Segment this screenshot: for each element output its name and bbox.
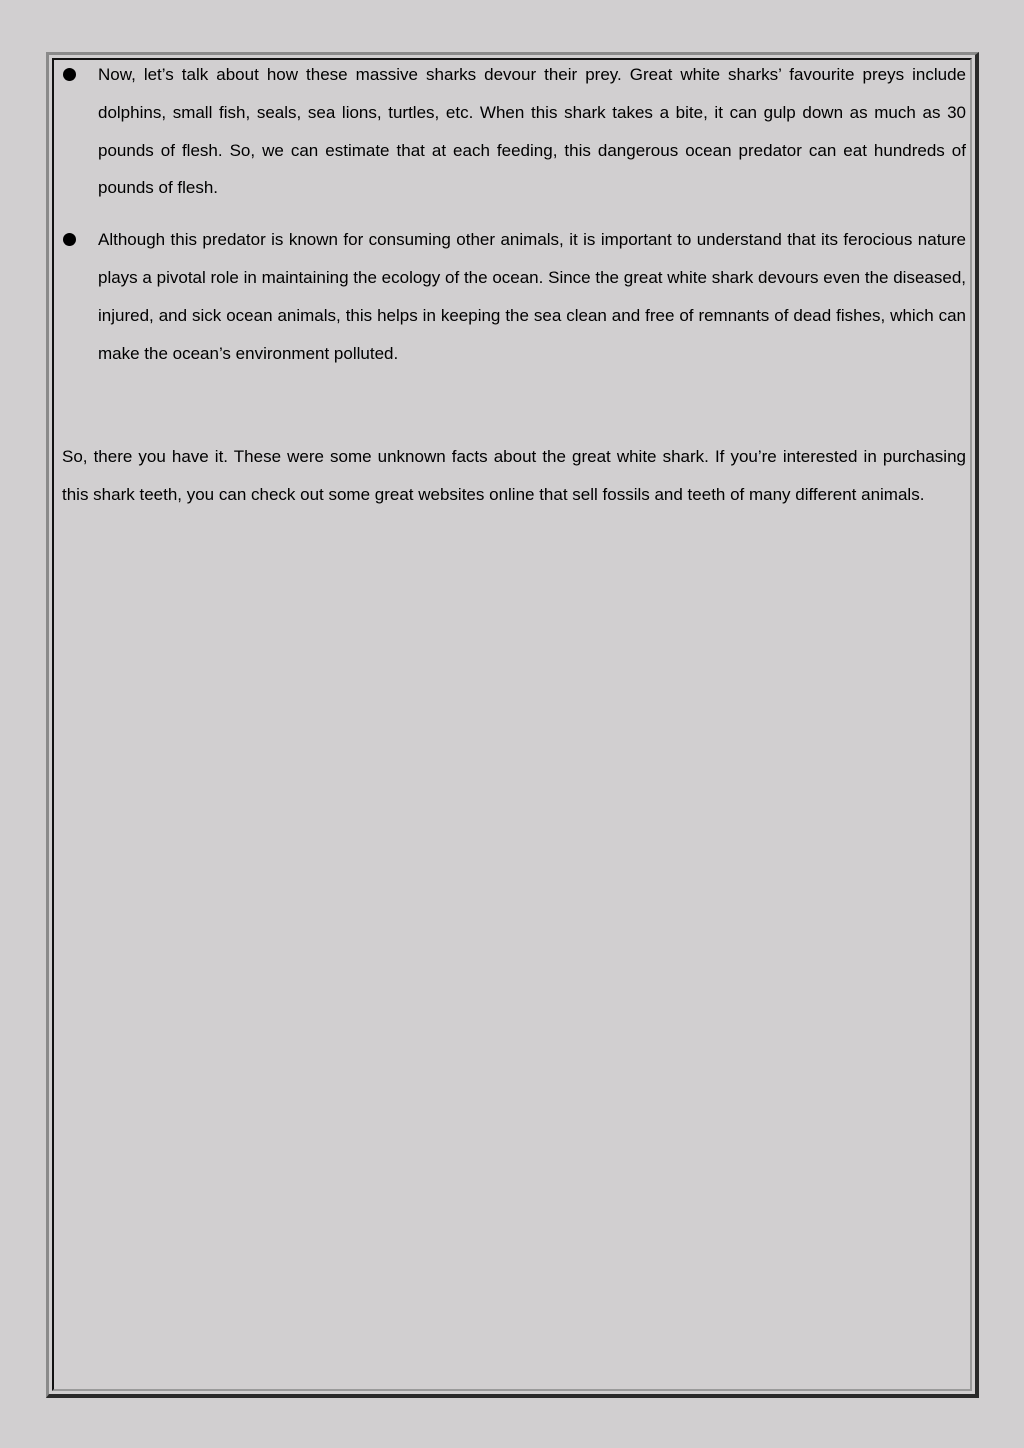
- list-item: [62, 221, 966, 372]
- bullet-list: [62, 56, 966, 372]
- bullet-text: Although this predator is known for consuming other animals, it is important to understand that its ferocious nature plays a pivotal role in maintaining the ecology of the ocean. Since the great white shark devours even the diseased, injured, and sick ocean animals, this helps in keeping the sea clean and free of remnants of dead fishes, which can make the ocean’s environment polluted.: [98, 230, 966, 363]
- bullet-icon: [63, 233, 76, 246]
- closing-paragraph: So, there you have it. These were some unknown facts about the great white shark. If you’re interested in purchasing this shark teeth, you can check out some great websites online that sell fossils and teeth of many different animals.: [62, 447, 966, 505]
- bullet-icon: [63, 68, 76, 81]
- page-content: [62, 56, 966, 514]
- list-item: [62, 56, 966, 207]
- bullet-text: Now, let’s talk about how these massive sharks devour their prey. Great white sharks’ favourite preys include dolphins, small fish, seals, sea lions, turtles, etc. When this shark takes a bite, it can gulp down as much as 30 pounds of flesh. So, we can estimate that at each feeding, this dangerous ocean predator can eat hundreds of pounds of flesh.: [98, 65, 966, 198]
